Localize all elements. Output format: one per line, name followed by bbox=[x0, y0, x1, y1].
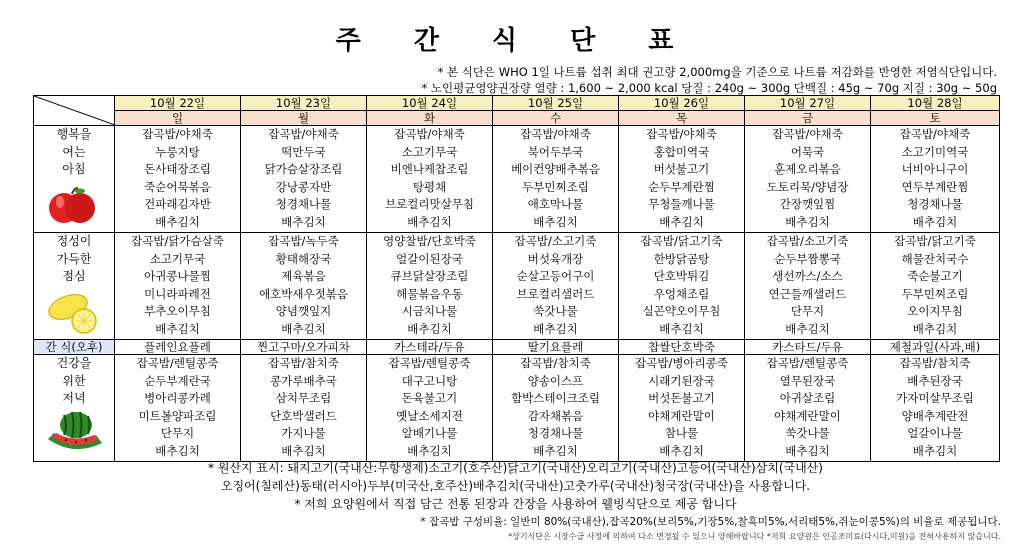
menu-item: 열무된장국 bbox=[779, 373, 836, 388]
page-title: 주 간 식 단 표 bbox=[335, 26, 696, 56]
menu-item: 대구고니탕 bbox=[401, 373, 458, 388]
menu-item: 죽순불고기 bbox=[907, 269, 963, 284]
menu-item: 순살고등어구이 bbox=[516, 269, 595, 284]
menu-item: 함박스테이크조림 bbox=[511, 391, 600, 406]
menu-item: 배추김치 bbox=[407, 321, 452, 336]
menu-item: 가지나물 bbox=[281, 426, 326, 441]
menu-item: 배추김치 bbox=[281, 214, 326, 229]
menu-item: 떡만두국 bbox=[281, 144, 326, 159]
menu-item: 북어두부국 bbox=[527, 144, 584, 159]
menu-item: 해물잔치국수 bbox=[901, 251, 969, 266]
snack-cell-tue: 카스테라/두유 bbox=[367, 340, 493, 355]
lunch-cell-sun bbox=[115, 233, 241, 340]
menu-item: 생선까스/소스 bbox=[772, 269, 843, 284]
menu-item: 감자채볶음 bbox=[527, 408, 584, 423]
day-cell-fri: 금 bbox=[745, 111, 871, 126]
menu-item: 브로컬리맛살무침 bbox=[385, 197, 474, 212]
lunch-label-cell bbox=[34, 233, 115, 340]
lunch-cell-fri bbox=[745, 233, 871, 340]
date-cell-tue: 10월 24일 bbox=[367, 96, 493, 111]
menu-item: 잡곡밥/렌틸콩죽 bbox=[136, 356, 219, 370]
lunch-cell-mon bbox=[241, 233, 367, 340]
menu-item: 영양찰밥/단호박죽 bbox=[383, 234, 476, 248]
breakfast-cell-sat bbox=[871, 126, 1000, 233]
menu-item: 강낭콩자반 bbox=[275, 179, 332, 194]
menu-item: 청경채나물 bbox=[907, 197, 963, 212]
menu-item: 잡곡밥/야채죽 bbox=[268, 127, 339, 141]
date-cell-wed: 10월 25일 bbox=[493, 96, 619, 111]
snack-cell-fri: 카스타드/두유 bbox=[745, 340, 871, 355]
menu-item: 잡곡밥/야채죽 bbox=[646, 127, 717, 141]
menu-item: 잡곡밥/참치죽 bbox=[268, 356, 339, 370]
day-header-row bbox=[34, 111, 1000, 126]
origin-line-2: 오징어(칠레산)동태(러시아)두부(미국산,호주산)배추김치(국내산)고춧가루(국내산)청국장(국내산)을 사용합니다. bbox=[220, 479, 811, 493]
menu-item: 단호박샐러드 bbox=[270, 408, 337, 423]
menu-item: 시금치나물 bbox=[401, 304, 458, 319]
breakfast-label-cell bbox=[34, 126, 115, 233]
menu-item: 가자미살무조림 bbox=[896, 391, 974, 406]
breakfast-cell-sun bbox=[115, 126, 241, 233]
menu-item: 버섯불고기 bbox=[653, 162, 710, 177]
menu-item: 얼갈이나물 bbox=[907, 426, 963, 441]
menu-item: 잡곡밥/병아리콩죽 bbox=[635, 356, 728, 370]
breakfast-cell-thu bbox=[619, 126, 745, 233]
dinner-cell-fri bbox=[745, 355, 871, 462]
day-cell-thu: 목 bbox=[619, 111, 745, 126]
date-cell-mon: 10월 23일 bbox=[241, 96, 367, 111]
date-cell-fri: 10월 27일 bbox=[745, 96, 871, 111]
breakfast-cell-tue bbox=[367, 126, 493, 233]
dinner-cell-mon bbox=[241, 355, 367, 462]
menu-item: 애호박새우젓볶음 bbox=[259, 286, 348, 301]
date-header-row bbox=[34, 96, 1000, 111]
snack-cell-wed: 딸기요플레 bbox=[493, 340, 619, 355]
menu-item: 콩가루배추국 bbox=[270, 373, 337, 388]
breakfast-cell-wed bbox=[493, 126, 619, 233]
snack-row bbox=[34, 340, 1000, 355]
menu-item: 연두부계란찜 bbox=[901, 179, 969, 194]
menu-item: 잡곡밥/참치죽 bbox=[520, 356, 591, 370]
menu-item: 양송이스프 bbox=[527, 373, 584, 388]
menu-item: 양념깻잎지 bbox=[275, 304, 332, 319]
menu-item: 버섯돈불고기 bbox=[648, 391, 715, 406]
day-cell-sun: 일 bbox=[115, 111, 241, 126]
menu-item: 미트볼양파조림 bbox=[138, 408, 217, 423]
menu-item: 간장깻잎찜 bbox=[779, 197, 836, 212]
menu-item: 시래기된장국 bbox=[648, 373, 715, 388]
menu-item: 부추오이무침 bbox=[144, 304, 211, 319]
menu-item: 단무지 bbox=[160, 426, 195, 441]
menu-item: 잡곡밥/야채죽 bbox=[394, 127, 465, 141]
menu-item: 베이컨양배추볶음 bbox=[511, 162, 600, 177]
menu-item: 청경채나물 bbox=[275, 197, 332, 212]
menu-item: 두부민찌조림 bbox=[901, 286, 969, 301]
date-cell-sun: 10월 22일 bbox=[115, 96, 241, 111]
breakfast-cell-mon bbox=[241, 126, 367, 233]
breakfast-cell-fri bbox=[745, 126, 871, 233]
menu-item: 잡곡밥/소고기죽 bbox=[766, 234, 849, 248]
menu-item: 배추김치 bbox=[533, 214, 578, 229]
menu-item: 탕평채 bbox=[412, 179, 447, 194]
menu-item: 잡곡밥/야채죽 bbox=[142, 127, 213, 141]
snack-cell-sat: 제철과일(사과,배) bbox=[871, 340, 1000, 355]
dinner-cell-wed bbox=[493, 355, 619, 462]
menu-item: 오이지무침 bbox=[907, 304, 963, 319]
menu-item: 도토리묵/양념장 bbox=[766, 179, 849, 194]
weekly-menu-table bbox=[33, 95, 1000, 462]
sodium-note: * 본 식단은 WHO 1일 나트륨 섭취 최대 권고량 2,000mg을 기준으로 나트륨 저감화를 반영한 저염식단입니다. bbox=[437, 65, 997, 79]
menu-item: 브로컬리샐러드 bbox=[516, 286, 595, 301]
lunch-row bbox=[34, 233, 1000, 340]
dinner-label-cell bbox=[34, 355, 115, 462]
menu-item: 배추김치 bbox=[533, 443, 578, 458]
menu-item: 배추김치 bbox=[912, 321, 958, 336]
menu-item: 청경채나물 bbox=[527, 426, 584, 441]
menu-item: 소고기미역국 bbox=[901, 144, 969, 159]
menu-item: 죽순어묵볶음 bbox=[144, 179, 211, 194]
menu-item: 야채계란말이 bbox=[648, 408, 715, 423]
day-cell-wed: 수 bbox=[493, 111, 619, 126]
dinner-cell-sat bbox=[871, 355, 1000, 462]
menu-item: 두부민찌조림 bbox=[522, 179, 589, 194]
menu-item: 배추김치 bbox=[281, 321, 326, 336]
dinner-label: 건강을 위한 저녁 bbox=[56, 356, 92, 406]
menu-item: 배추김치 bbox=[785, 214, 830, 229]
snack-cell-thu: 찹쌀단호박죽 bbox=[619, 340, 745, 355]
menu-item: 배추김치 bbox=[659, 214, 704, 229]
day-cell-sat: 토 bbox=[871, 111, 1000, 126]
menu-item: 잡곡밥/소고기죽 bbox=[514, 234, 597, 248]
menu-item: 배추김치 bbox=[155, 443, 200, 458]
lunch-cell-wed bbox=[493, 233, 619, 340]
menu-item: 닭가슴살장조림 bbox=[264, 162, 343, 177]
lemon-icon bbox=[44, 289, 104, 335]
corner-cell bbox=[34, 96, 115, 126]
lunch-cell-tue bbox=[367, 233, 493, 340]
menu-item: 배추김치 bbox=[912, 214, 958, 229]
menu-item: 배추김치 bbox=[407, 214, 452, 229]
breakfast-row bbox=[34, 126, 1000, 233]
menu-item: 배추김치 bbox=[533, 321, 578, 336]
menu-item: 제육볶음 bbox=[281, 269, 326, 284]
menu-item: 버섯육개장 bbox=[527, 251, 584, 266]
lunch-cell-sat bbox=[871, 233, 1000, 340]
menu-item: 배추김치 bbox=[155, 214, 200, 229]
menu-item: 홍합미역국 bbox=[653, 144, 710, 159]
menu-item: 돈사태장조림 bbox=[144, 162, 211, 177]
menu-item: 소고기무국 bbox=[149, 251, 206, 266]
menu-item: 쑥갓나물 bbox=[533, 304, 578, 319]
menu-item: 옛날소세지전 bbox=[396, 408, 463, 423]
fermented-sauce-note: * 저희 요양원에서 직접 담근 전통 된장과 간장을 사용하여 웰빙식단으로 제공 합니다 bbox=[294, 497, 737, 511]
menu-item: 아귀살조림 bbox=[779, 391, 836, 406]
menu-item: 배추김치 bbox=[659, 321, 704, 336]
menu-item: 실곤약오이무침 bbox=[642, 304, 721, 319]
watermelon-icon bbox=[44, 409, 106, 457]
menu-item: 단호박튀김 bbox=[653, 269, 710, 284]
menu-item: 아귀콩나물찜 bbox=[144, 269, 211, 284]
menu-item: 배추김치 bbox=[785, 321, 830, 336]
menu-item: 쑥갓나물 bbox=[785, 426, 830, 441]
dinner-cell-tue bbox=[367, 355, 493, 462]
date-cell-sat: 10월 28일 bbox=[871, 96, 1000, 111]
menu-item: 돈육불고기 bbox=[401, 391, 458, 406]
day-cell-mon: 월 bbox=[241, 111, 367, 126]
menu-item: 잡곡밥/닭고기죽 bbox=[894, 234, 976, 248]
menu-item: 얼갈이된장국 bbox=[396, 251, 463, 266]
menu-item: 야채계란말이 bbox=[774, 408, 841, 423]
apple-icon bbox=[44, 186, 102, 226]
menu-item: 한방닭곰탕 bbox=[653, 251, 710, 266]
menu-item: 비엔나케찹조림 bbox=[390, 162, 469, 177]
day-cell-tue: 화 bbox=[367, 111, 493, 126]
menu-item: 연근들깨샐러드 bbox=[768, 286, 847, 301]
menu-item: 미니라파레전 bbox=[144, 286, 211, 301]
menu-item: 순두부계란찜 bbox=[648, 179, 715, 194]
breakfast-label: 행복을 여는 아침 bbox=[56, 127, 92, 177]
menu-item: 배추김치 bbox=[407, 443, 452, 458]
snack-cell-sun: 플레인요플레 bbox=[115, 340, 241, 355]
menu-item: 배추김치 bbox=[659, 443, 704, 458]
menu-item: 황태해장국 bbox=[275, 251, 332, 266]
diagonal-line bbox=[34, 96, 115, 125]
menu-item: 순두부계란국 bbox=[144, 373, 211, 388]
menu-item: 참나물 bbox=[664, 426, 699, 441]
menu-item: 잡곡밥/야채죽 bbox=[772, 127, 843, 141]
menu-item: 우엉채조림 bbox=[653, 286, 710, 301]
menu-item: 어묵국 bbox=[790, 144, 825, 159]
snack-cell-mon: 찐고구마/오가피차 bbox=[241, 340, 367, 355]
menu-item: 단무지 bbox=[790, 304, 825, 319]
menu-item: 건파래김자반 bbox=[144, 197, 211, 212]
disclaimer-note: *상기식단은 시장수급 사정에 의하여 다소 변경될 수 있으니 양해바랍니다 *저희 요양원은 인공조미료(다시다,미원)을 전혀사용하지 않습니다. bbox=[508, 532, 1001, 541]
menu-item: 애호막나물 bbox=[527, 197, 584, 212]
grain-ratio-note: * 잡곡밥 구성비율: 일반미 80%(국내산),잡곡20%(보리5%,기장5%,찰흑미5%,서리태5%,쥐눈이콩5%)의 비율로 제공됩니다. bbox=[420, 516, 1001, 528]
menu-item: 너비아니구이 bbox=[901, 162, 969, 177]
nutrition-note: * 노인평균영양권장량 열량 : 1,600 ~ 2,000 kcal 당질 : 240g ~ 300g 단백질 : 45g ~ 70g 지질 : 30g ~ 50g bbox=[421, 81, 997, 95]
menu-item: 무청들깨나물 bbox=[648, 197, 715, 212]
menu-item: 배추김치 bbox=[155, 321, 200, 336]
menu-item: 훈제오리볶음 bbox=[774, 162, 841, 177]
menu-item: 배추김치 bbox=[912, 443, 958, 458]
snack-label: 간 식(오후) bbox=[34, 340, 115, 355]
menu-item: 삼치무조림 bbox=[275, 391, 332, 406]
menu-item: 잡곡밥/참치죽 bbox=[899, 356, 971, 370]
menu-item: 잡곡밥/야채죽 bbox=[520, 127, 591, 141]
menu-item: 잡곡밥/닭고기죽 bbox=[640, 234, 723, 248]
menu-item: 누룽지탕 bbox=[155, 144, 200, 159]
menu-item: 배추김치 bbox=[281, 443, 326, 458]
menu-item: 소고기무국 bbox=[401, 144, 458, 159]
menu-item: 잡곡밥/녹두죽 bbox=[268, 234, 339, 248]
menu-item: 잡곡밥/렌틸콩죽 bbox=[766, 356, 849, 370]
menu-item: 해물볶음우동 bbox=[396, 286, 463, 301]
menu-item: 배추김치 bbox=[785, 443, 830, 458]
origin-line-1: * 원산지 표시: 돼지고기(국내산:무항생제)소고기(호주산)닭고기(국내산)오리고기(국내산)고등어(국내산)삼치(국내산) bbox=[208, 461, 823, 475]
menu-item: 병아리콩카레 bbox=[144, 391, 211, 406]
menu-item: 배추된장국 bbox=[907, 373, 963, 388]
dinner-cell-thu bbox=[619, 355, 745, 462]
menu-item: 양배추계란전 bbox=[901, 408, 969, 423]
menu-item: 알배기나물 bbox=[401, 426, 458, 441]
menu-item: 잡곡밥/닭가슴살죽 bbox=[131, 234, 224, 248]
lunch-cell-thu bbox=[619, 233, 745, 340]
lunch-label: 정성이 가득한 점심 bbox=[56, 234, 92, 284]
dinner-row bbox=[34, 355, 1000, 462]
menu-item: 순두부짬뽕국 bbox=[774, 251, 841, 266]
dinner-cell-sun bbox=[115, 355, 241, 462]
menu-item: 큐브닭살장조림 bbox=[390, 269, 469, 284]
menu-item: 잡곡밥/야채죽 bbox=[899, 127, 971, 141]
date-cell-thu: 10월 26일 bbox=[619, 96, 745, 111]
menu-item: 잡곡밥/렌틸콩죽 bbox=[388, 356, 471, 370]
